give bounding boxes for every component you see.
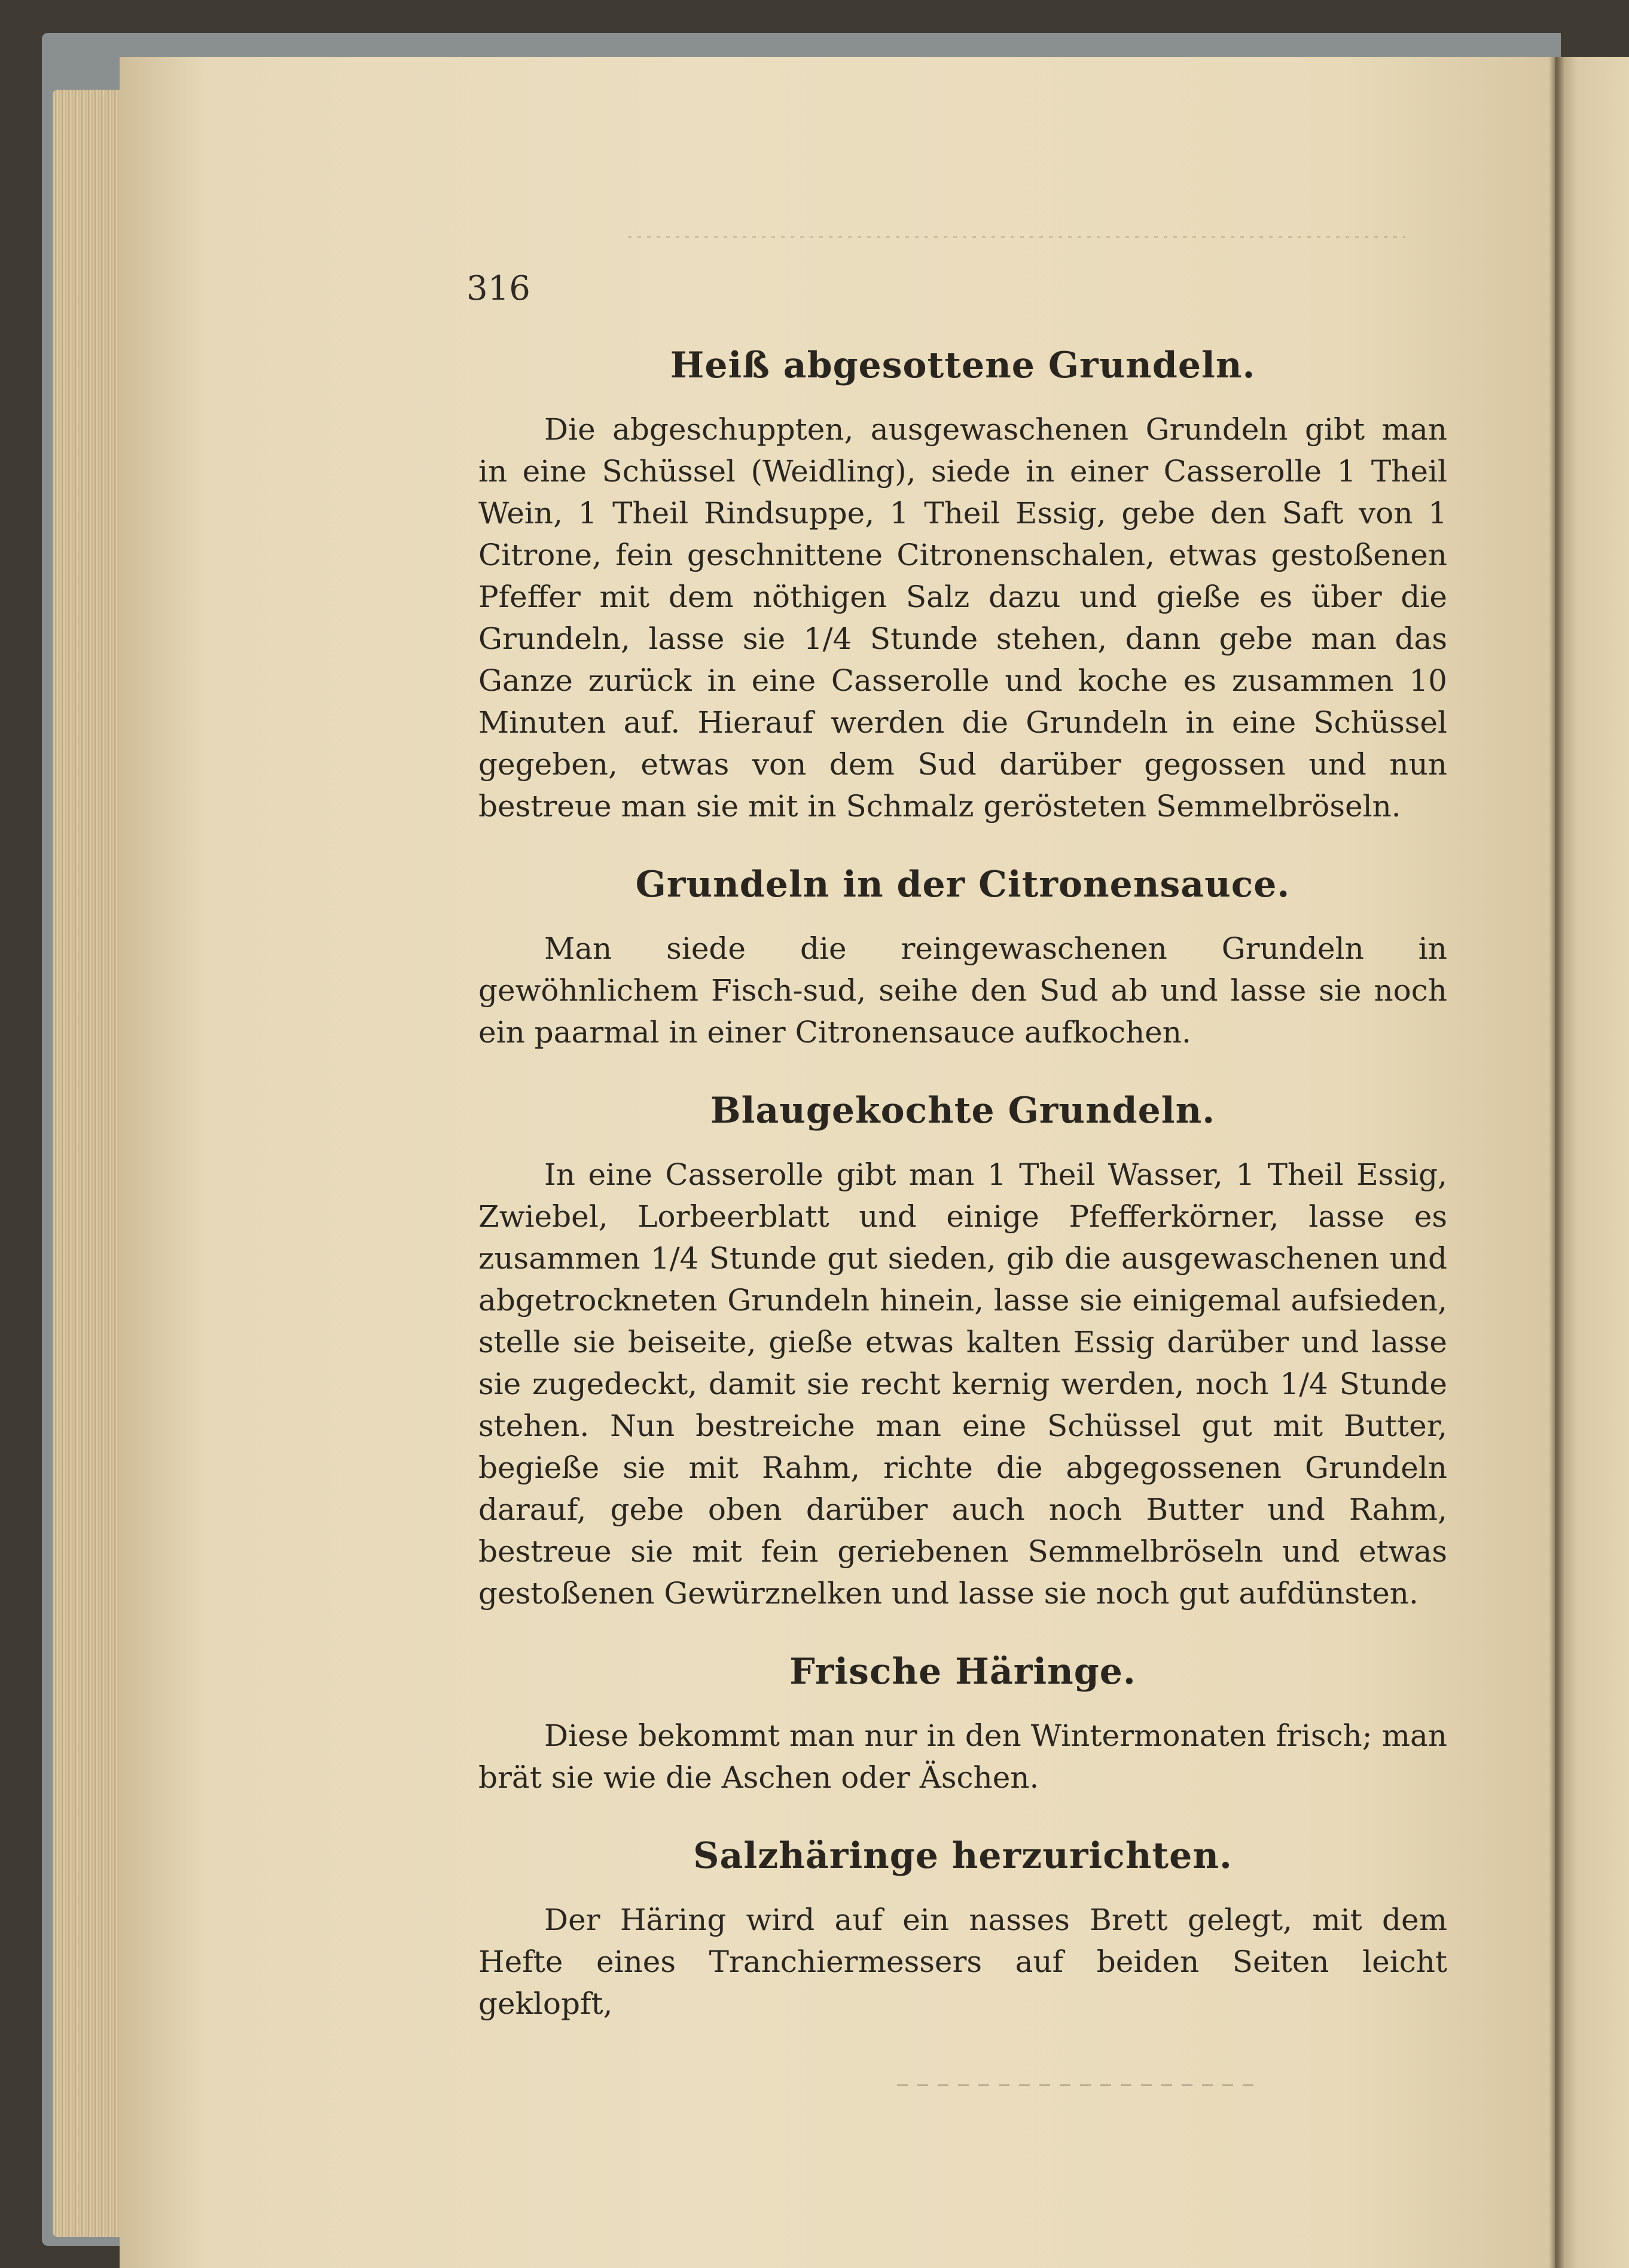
section-body: Die abgeschuppten, ausgewaschenen Grundeln gibt man in eine Schüssel (Weidling), siede in einer Casserolle 1 Theil Wein, 1 Theil Rindsuppe, 1 Theil Essig, gebe den Saft von 1 Citrone, fein geschnittene Citronenschalen, etwas gestoßenen Pfeffer mit dem nöthigen Salz dazu und gieße es über die Grundeln, lasse sie 1/4 Stunde stehen, dann gebe man das Ganze zurück in eine Casserolle und koche es zusammen 10 Minuten auf. Hierauf werden die Grundeln in eine Schüssel gegeben, etwas von dem Sud darüber gegossen und nun bestreue man sie mit in Schmalz gerösteten Semmelbröseln. <box>478 412 1447 824</box>
section-body: Diese bekommt man nur in den Wintermonaten frisch; man brät sie wie die Aschen oder Äschen. <box>478 1718 1447 1795</box>
page-gutter <box>1549 57 1564 2268</box>
section-heading: Blaugekochte Grundeln. <box>710 1090 1216 1132</box>
section-heading: Salzhäringe herzurichten. <box>693 1835 1233 1877</box>
section-heading: Heiß abgesottene Grundeln. <box>670 345 1256 386</box>
page-content <box>478 344 1447 2025</box>
page-stain <box>628 236 1405 238</box>
section-body: In eine Casserolle gibt man 1 Theil Wasser, 1 Theil Essig, Zwiebel, Lorbeerblatt und einige Pfefferkörner, lasse es zusammen 1/4 Stunde gut sieden, gib die ausgewaschenen und abgetrockneten Grundeln hinein, lasse sie einigemal aufsieden, stelle sie beiseite, gieße etwas kalten Essig darüber und lasse sie zugedeckt, damit sie recht kernig werden, noch 1/4 Stunde stehen. Nun bestreiche man eine Schüssel gut mit Butter, begieße sie mit Rahm, richte die abgegossenen Grundeln darauf, gebe oben darüber auch noch Butter und Rahm, bestreue sie mit fein geriebenen Semmelbröseln und etwas gestoßenen Gewürznelken und lasse sie noch gut aufdünsten. <box>478 1157 1447 1611</box>
section-body: Der Häring wird auf ein nasses Brett gelegt, mit dem Hefte eines Tranchiermessers auf beiden Seiten leicht geklopft, <box>478 1903 1447 2021</box>
section-heading: Grundeln in der Citronensauce. <box>635 864 1291 906</box>
page-number: 316 <box>466 269 530 308</box>
section-body: Man siede die reingewaschenen Grundeln in gewöhnlichem Fisch-sud, seihe den Sud ab und lasse sie noch ein paarmal in einer Citronensauce aufkochen. <box>478 931 1447 1050</box>
facing-page <box>1555 57 1629 2268</box>
section-heading: Frische Häringe. <box>789 1651 1136 1693</box>
page-stain <box>897 2084 1256 2086</box>
